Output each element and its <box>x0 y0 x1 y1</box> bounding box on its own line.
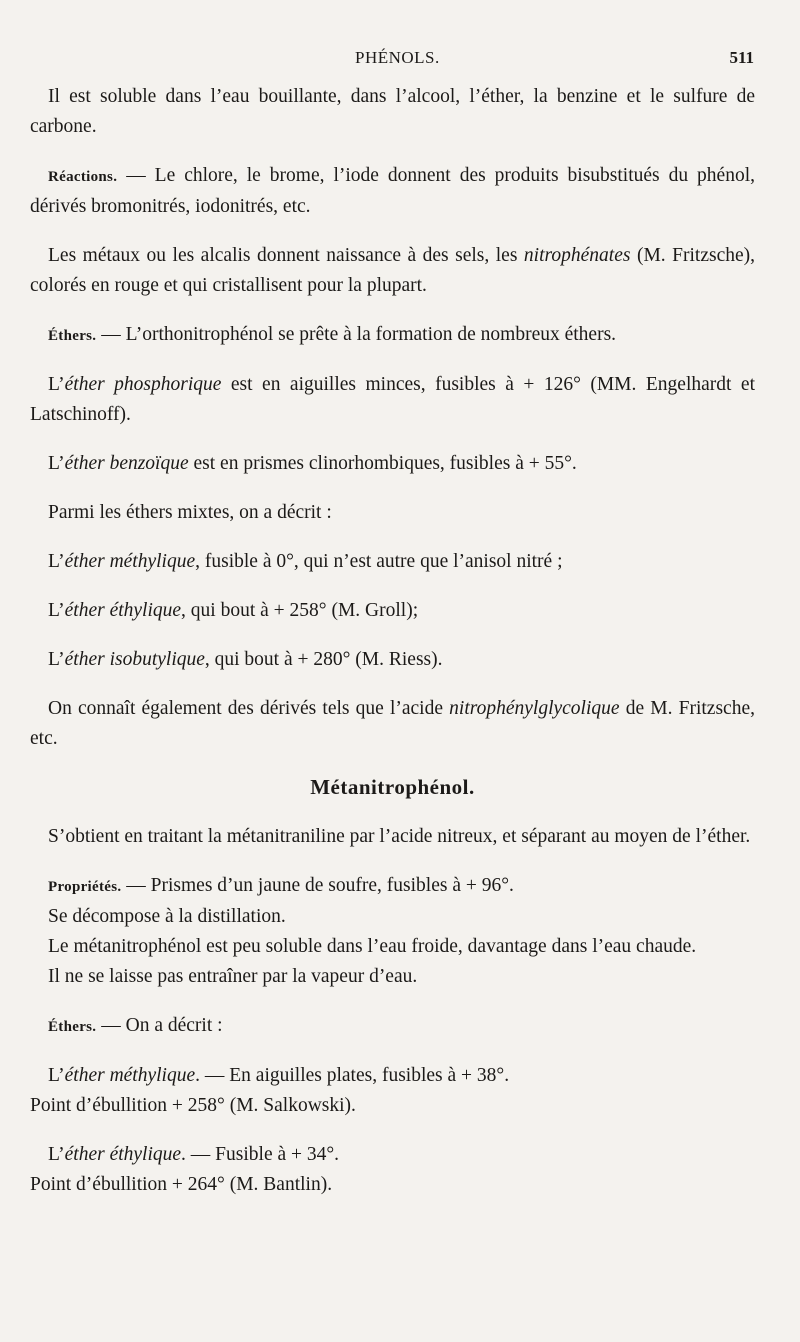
paragraph-meta-ethylique: L’éther éthylique. — Fusible à + 34°. Point d’ébullition + 264° (M. Bantlin). <box>30 1144 340 1195</box>
paragraph-ether-isobutylique: L’éther isobutylique, qui bout à + 280° (M. Riess). <box>48 649 443 670</box>
page-number: 511 <box>729 48 754 67</box>
running-title: PHÉNOLS. <box>355 48 440 67</box>
run-in-label-ethers-meta: Éthers. <box>48 1019 97 1035</box>
paragraph-ethers-mixtes: Parmi les éthers mixtes, on a décrit : <box>48 502 332 523</box>
paragraph-ethers: Éthers. — L’orthonitrophénol se prête à la formation de nombreux éthers. <box>48 324 617 345</box>
paragraph-derives: On connaît également des dérivés tels que l’acide nitrophénylglycolique de M. Fritzsche, etc. <box>30 698 755 749</box>
paragraph-ether-phosphorique: L’éther phosphorique est en aiguilles minces, fusibles à + 126° (MM. Engelhardt et Latschinoff). <box>30 374 755 425</box>
paragraph-proprietes: Propriétés. — Prismes d’un jaune de soufre, fusibles à + 96°. <box>48 875 514 896</box>
run-in-label-ethers: Éthers. <box>48 328 97 344</box>
paragraph-preparation: S’obtient en traitant la métanitraniline par l’acide nitreux, et séparant au moyen de l’éther. <box>48 826 751 847</box>
paragraph-solubility: Il est soluble dans l’eau bouillante, dans l’alcool, l’éther, la benzine et le sulfure de carbone. <box>30 86 755 137</box>
paragraph-ethers-meta: Éthers. — On a décrit : <box>48 1015 223 1036</box>
paragraph-meta-methylique: L’éther méthylique. — En aiguilles plates, fusibles à + 38°. Point d’ébullition + 258° (M. Salkowski). <box>30 1065 510 1116</box>
paragraph-ether-benzoique: L’éther benzoïque est en prismes clinorhombiques, fusibles à + 55°. <box>48 453 577 474</box>
paragraph-distillation: Se décompose à la distillation. <box>48 906 286 927</box>
paragraph-ether-ethylique: L’éther éthylique, qui bout à + 258° (M. Groll); <box>48 600 419 621</box>
paragraph-ether-methylique: L’éther méthylique, fusible à 0°, qui n’est autre que l’anisol nitré ; <box>48 551 563 572</box>
run-in-label-proprietes: Propriétés. <box>48 879 122 895</box>
paragraph-solubility-meta: Le métanitrophénol est peu soluble dans l’eau froide, davantage dans l’eau chaude. <box>48 936 697 957</box>
paragraph-metals: Les métaux ou les alcalis donnent naissance à des sels, les nitrophénates (M. Fritzsche), colorés en rouge et qui cristallisent pour la plupart. <box>30 245 755 296</box>
running-head <box>0 48 800 72</box>
paragraph-vapeur: Il ne se laisse pas entraîner par la vapeur d’eau. <box>48 966 418 987</box>
run-in-label-reactions: Réactions. <box>48 169 118 185</box>
section-heading: Métanitrophénol. <box>310 775 475 799</box>
paragraph-reactions: Réactions. — Le chlore, le brome, l’iode donnent des produits bisubstitués du phénol, dérivés bromonitrés, iodonitrés, etc. <box>30 165 755 217</box>
body-text <box>30 82 755 1200</box>
